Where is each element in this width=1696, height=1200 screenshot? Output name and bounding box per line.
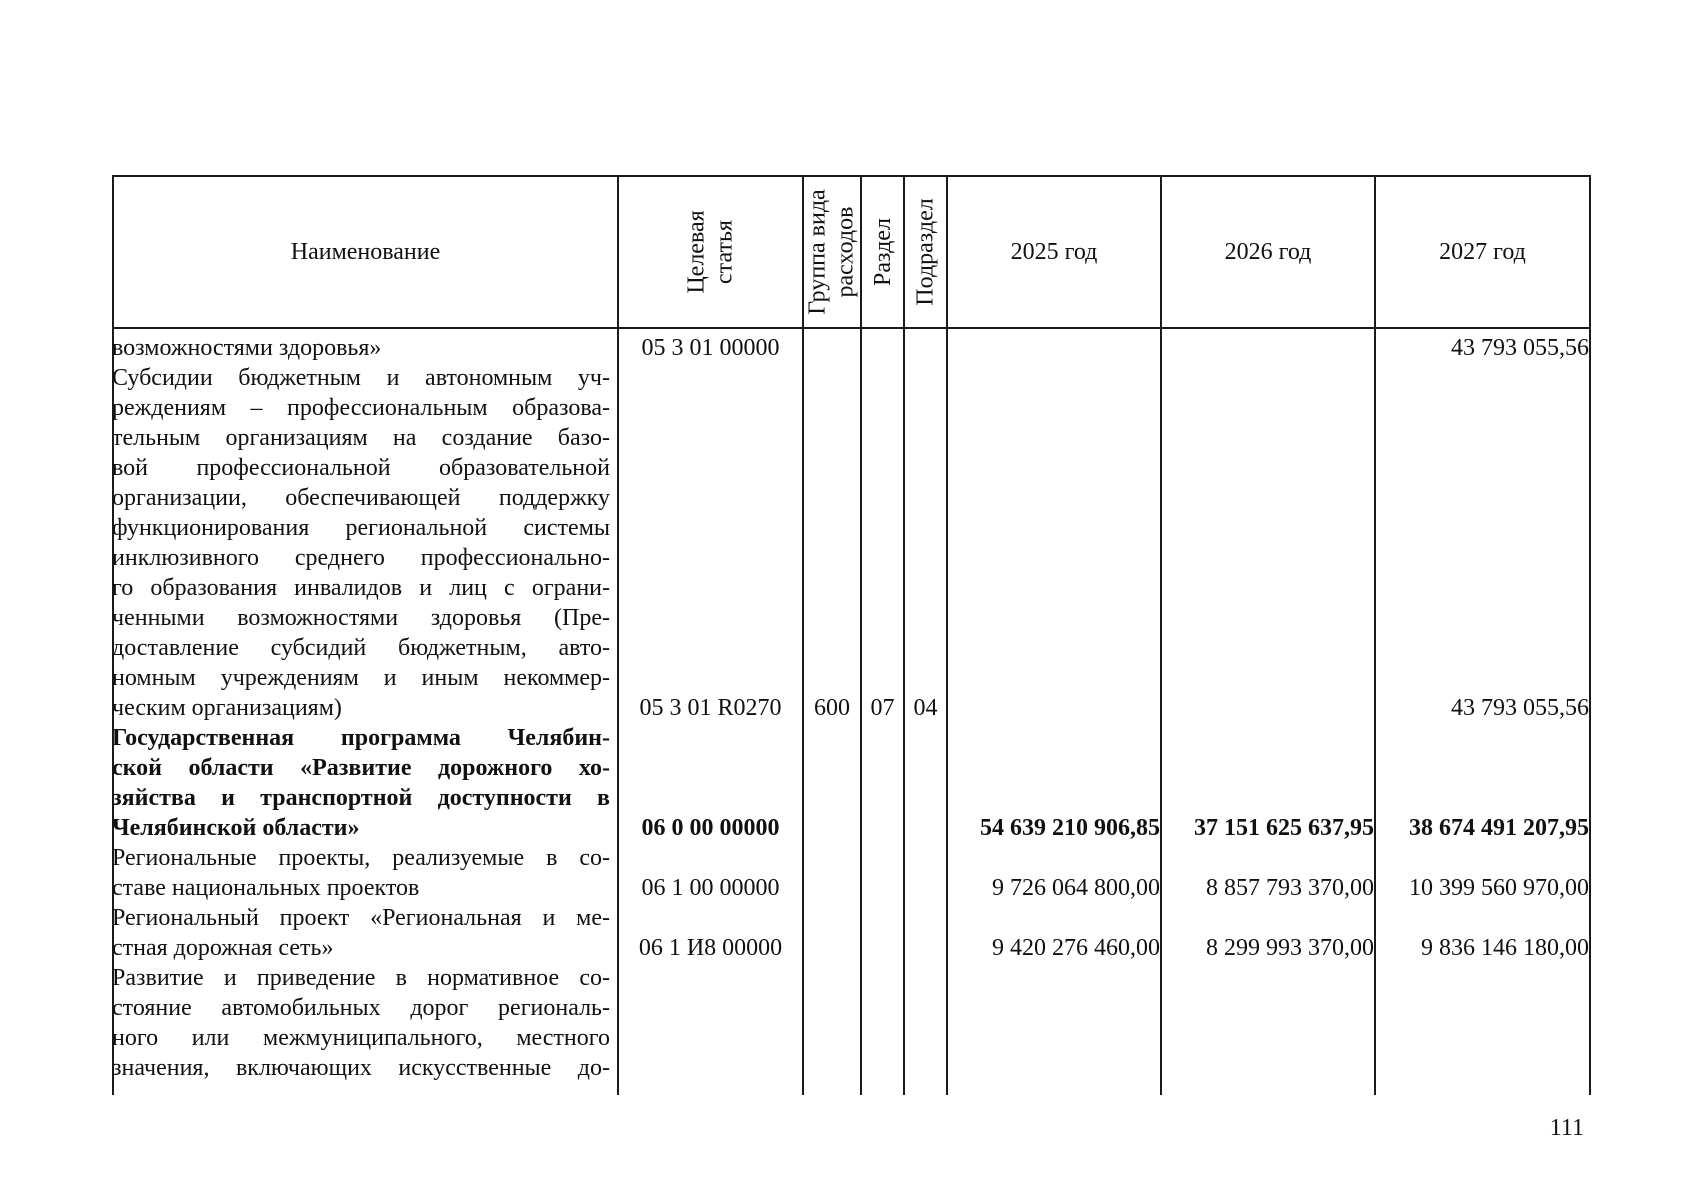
header-2025: 2025 год	[1010, 239, 1098, 265]
row-name-line: инклюзивного среднего профессионально-	[112, 545, 610, 571]
row-name-line: ного или межмуниципального, местного	[112, 1025, 610, 1051]
row-code: 06 1 И8 00000	[638, 935, 783, 961]
row-name-line: реждениям – профессиональным образова-	[112, 395, 610, 421]
row-2027-value: 43 793 055,56	[1451, 695, 1589, 721]
header-2027: 2027 год	[1439, 239, 1526, 265]
row-name-line: Государственная программа Челябин-	[112, 725, 610, 751]
row-name-line: тельным организациям на создание базо-	[112, 425, 610, 451]
row-2026-value: 37 151 625 637,95	[1194, 815, 1374, 841]
row-name-line: зяйства и транспортной доступности в	[112, 785, 610, 811]
row-2026-value: 8 857 793 370,00	[1206, 875, 1374, 901]
row-name-line: значения, включающих искусственные до-	[112, 1055, 610, 1081]
row-name-line: Развитие и приведение в нормативное со-	[112, 965, 610, 991]
row-subsection: 04	[913, 695, 938, 721]
row-name-line: функционирования региональной системы	[112, 515, 610, 541]
header-target-article-line2: статья	[711, 220, 738, 284]
row-name-line: возможностями здоровья»	[112, 335, 382, 361]
header-bottom-border	[112, 327, 1591, 329]
row-code: 06 0 00 00000	[641, 815, 780, 841]
row-name-line: номным учреждениям и иным некоммер-	[112, 665, 610, 691]
header-section-label: Раздел	[869, 218, 896, 286]
row-name-line: вой профессиональной образовательной	[112, 455, 610, 481]
row-2027-value: 38 674 491 207,95	[1409, 815, 1589, 841]
header-target-article	[619, 177, 802, 327]
row-name-line: доставление субсидий бюджетным, авто-	[112, 635, 610, 661]
row-name-line: стная дорожная сеть»	[112, 935, 334, 961]
row-name-line: го образования инвалидов и лиц с ограни-	[112, 575, 610, 601]
row-code: 05 3 01 R0270	[639, 695, 782, 721]
row-2025-value: 9 420 276 460,00	[992, 935, 1160, 961]
header-2026: 2026 год	[1224, 239, 1312, 265]
row-section: 07	[870, 695, 895, 721]
row-name-line: ской области «Развитие дорожного хо-	[112, 755, 610, 781]
row-name-line: Региональный проект «Региональная и ме-	[112, 905, 610, 931]
row-name-line: ченными возможностями здоровья (Пре-	[112, 605, 610, 631]
row-name-line: Региональные проекты, реализуемые в со-	[112, 845, 610, 871]
row-2027-value: 43 793 055,56	[1451, 335, 1589, 361]
row-expense-group: 600	[814, 695, 850, 721]
row-2025-value: 9 726 064 800,00	[992, 875, 1160, 901]
row-2026-value: 8 299 993 370,00	[1206, 935, 1374, 961]
page-number: 111	[1549, 1115, 1584, 1141]
row-name-line: Субсидии бюджетным и автономным уч-	[112, 365, 610, 391]
header-target-article-line1: Целевая	[683, 210, 710, 294]
row-code: 06 1 00 00000	[641, 875, 780, 901]
row-name-line: Челябинской области»	[112, 815, 360, 841]
header-expense-group-line1: Группа вида	[805, 189, 831, 315]
row-name-line: стояние автомобильных дорог региональ-	[112, 995, 610, 1021]
row-2027-value: 10 399 560 970,00	[1409, 875, 1589, 901]
header-name: Наименование	[290, 239, 441, 265]
row-name-line: ставе национальных проектов	[112, 875, 420, 901]
header-expense-group-line2: расходов	[833, 206, 859, 298]
header-section	[862, 177, 903, 327]
header-subsection-label: Подраздел	[912, 198, 939, 306]
col-border-right	[1589, 175, 1591, 1095]
row-name-line: организации, обеспечивающей поддержку	[112, 485, 610, 511]
header-expense-group	[804, 177, 860, 327]
row-code: 05 3 01 00000	[641, 335, 780, 361]
header-subsection	[905, 177, 946, 327]
row-name-line: ческим организациям)	[112, 695, 342, 721]
row-2027-value: 9 836 146 180,00	[1421, 935, 1589, 961]
row-2025-value: 54 639 210 906,85	[980, 815, 1160, 841]
